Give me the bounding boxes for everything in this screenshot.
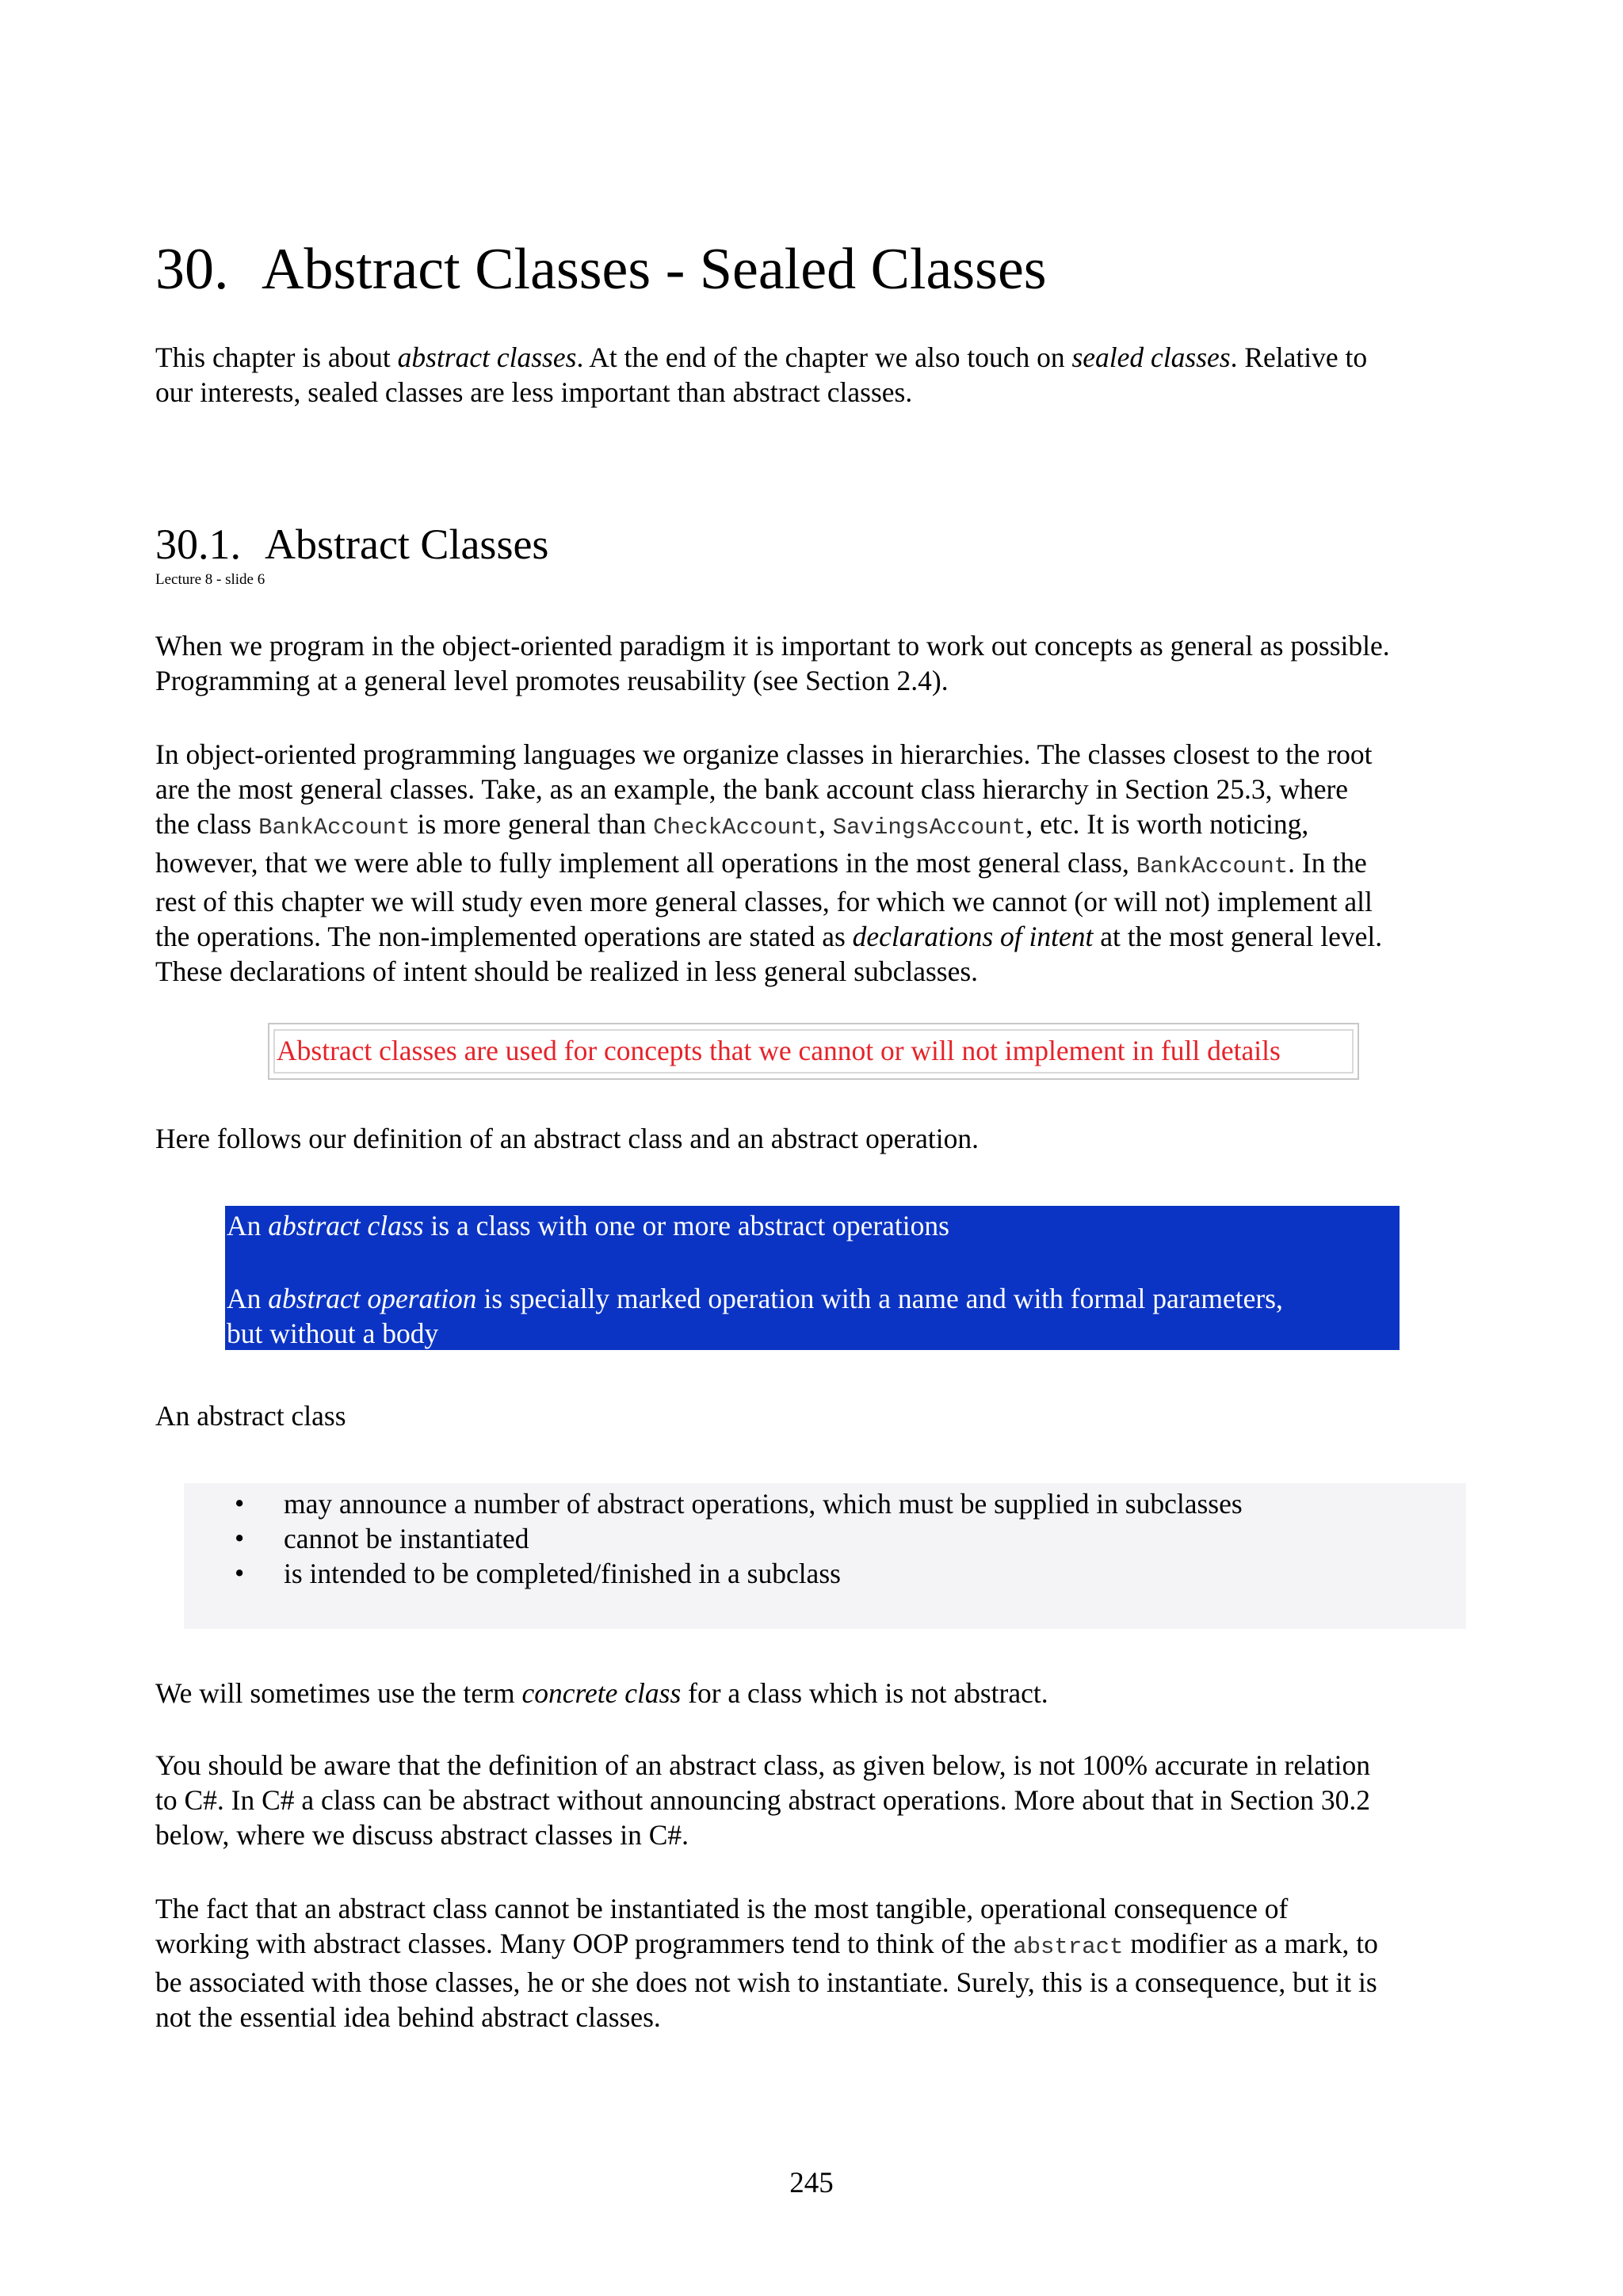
bullet-icon: •	[235, 1523, 245, 1554]
paragraph-5: You should be aware that the definition of an abstract class, as given below, is not 100% accurate in relation to C#. In C# a class can be abstract without announcing abstract operations. More about that in Section 30.2 below, where we discuss abstract classes in C#.	[155, 1749, 1371, 1851]
definition-box	[225, 1206, 1400, 1350]
section-number: 30.1.	[155, 521, 241, 568]
definition-line-1: An abstract class is a class with one or more abstract operations	[227, 1210, 949, 1241]
definition-line-2: An abstract operation is specially marked operation with a name and with formal parameters,	[227, 1283, 1283, 1314]
code-abstract: abstract	[1013, 1934, 1124, 1960]
code-bankaccount: BankAccount	[1136, 853, 1289, 879]
highlight-text: Abstract classes are used for concepts that we cannot or will not implement in full details	[277, 1035, 1281, 1066]
bullet-icon: •	[235, 1558, 245, 1589]
code-checkaccount: CheckAccount	[653, 814, 819, 841]
bullet-icon: •	[235, 1488, 245, 1519]
bullet-list	[184, 1483, 1466, 1629]
list-item: may announce a number of abstract operations, which must be supplied in subclasses	[284, 1488, 1243, 1520]
paragraph-1: When we program in the object-oriented paradigm it is important to work out concepts as general as possible. Programming at a general level promotes reusability (see Section 2.4).	[155, 630, 1390, 696]
intro-line-1: This chapter is about abstract classes. At the end of the chapter we also touch on sealed classes. Relative to	[155, 341, 1368, 373]
page-number: 245	[789, 2167, 834, 2199]
code-bankaccount: BankAccount	[258, 814, 411, 841]
section-title	[155, 515, 548, 574]
paragraph-2-line-4: however, that we were able to fully implement all operations in the most general class, BankAccount. In the	[155, 847, 1367, 879]
intro-paragraph	[155, 340, 1503, 410]
paragraph-4: We will sometimes use the term concrete class for a class which is not abstract.	[155, 1677, 1048, 1709]
slide-reference: Lecture 8 - slide 6	[155, 571, 265, 588]
chapter-title-text: Abstract Classes - Sealed Classes	[262, 237, 1047, 302]
definition-line-3: but without a body	[227, 1318, 439, 1349]
list-item: is intended to be completed/finished in a subclass	[284, 1558, 841, 1589]
paragraph-2: In object-oriented programming languages we organize classes in hierarchies. The classes closest to the root are the most general classes. Take, as an example, the bank account class hierarchy in Section 25.3, where the class BankAccount is more general than CheckAccount, SavingsAccount, etc. It is worth noticing, however, that we were able to fully implement all operations in the most general class, BankAccount. In the rest of this chapter we will study even more general classes, for which we cannot (or will not) implement all the operations. The non-implemented operations are stated as declarations of intent at the most general level. These declarations of intent should be realized in less general subclasses.	[155, 737, 1503, 989]
list-item: cannot be instantiated	[284, 1523, 529, 1554]
paragraph-2-line-3: the class BankAccount is more general than CheckAccount, SavingsAccount, etc. It is worth noticing,	[155, 808, 1309, 841]
paragraph-2-line-6: the operations. The non-implemented operations are stated as declarations of intent at the most general level.	[155, 921, 1383, 952]
list-intro: An abstract class	[155, 1400, 346, 1432]
paragraph-3: Here follows our definition of an abstract class and an abstract operation.	[155, 1123, 979, 1154]
chapter-number: 30.	[155, 237, 229, 302]
code-savingsaccount: SavingsAccount	[832, 814, 1026, 841]
paragraph-6: The fact that an abstract class cannot be instantiated is the most tangible, operational consequence of working with abstract classes. Many OOP programmers tend to think of the abstract modifier as a mark, to be associated with those classes, he or she does not wish to instantiate. Surely, this is a consequence, but it is not the essential idea behind abstract classes.	[155, 1891, 1503, 2035]
paragraph-6-line-2: working with abstract classes. Many OOP programmers tend to think of the abstract modifier as a mark, to	[155, 1928, 1378, 1960]
chapter-title	[155, 230, 1047, 309]
intro-line-2: our interests, sealed classes are less important than abstract classes.	[155, 376, 913, 408]
section-title-text: Abstract Classes	[265, 521, 549, 568]
